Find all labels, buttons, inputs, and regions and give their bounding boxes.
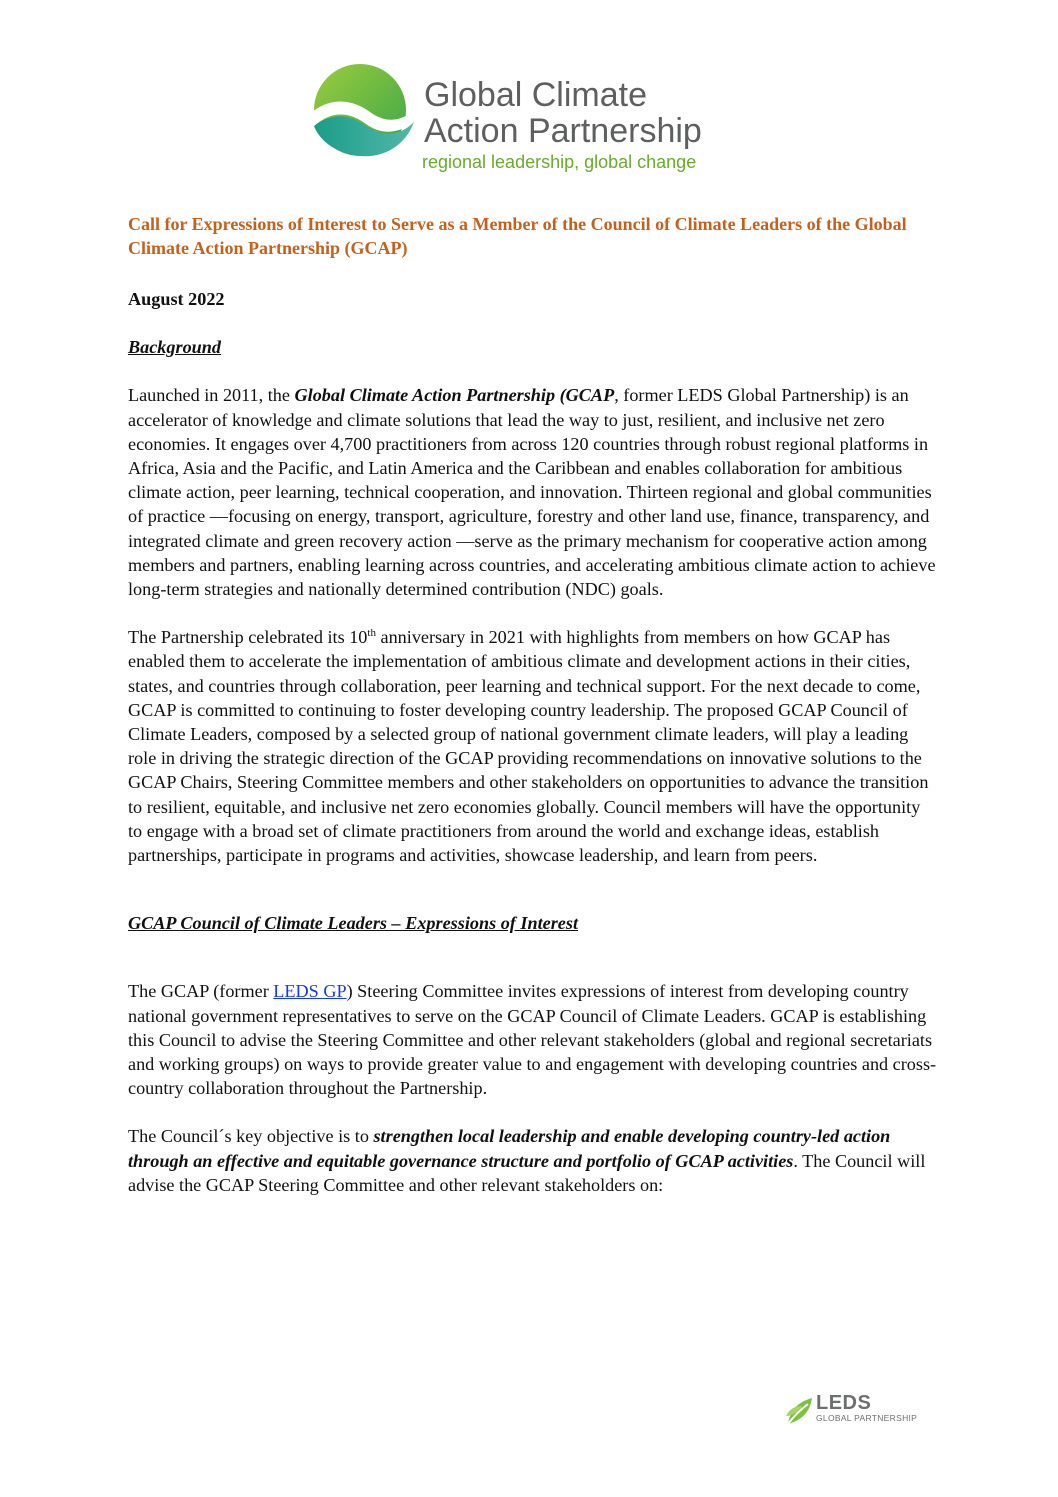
council-heading: GCAP Council of Climate Leaders – Expressions of Interest xyxy=(128,913,578,934)
background-paragraph-2 xyxy=(128,625,938,867)
text-run: , former LEDS Global Partnership) is an accelerator of knowledge and climate solutions that lead the way to just, resilient, and inclusive net zero economies. It engages over 4,700 practitioners from across 120 countries through robust regional platforms in Africa, Asia and the Pacific, and Latin America and the Caribbean and enables collaboration for ambitious climate action, peer learning, technical cooperation, and innovation. Thirteen regional and global communities of practice —focusing on energy, transport, agriculture, forestry and other land use, finance, transparency, and integrated climate and green recovery action —serve as the primary mechanism for cooperative action among members and partners, enabling learning across countries, and accelerating ambitious climate action to achieve long-term strategies and nationally determined contribution (NDC) goals. xyxy=(128,385,936,600)
leds-gp-link[interactable]: LEDS GP xyxy=(273,981,347,1002)
text-run: ) Steering Committee invites expressions of interest from developing country national government representatives to serve on the GCAP Council of Climate Leaders. GCAP is establishing this Council to advise the Steering Committee and other relevant stakeholders (global and regional secretariats and working groups) on ways to provide greater value to and engagement with developing countries and cross-country collaboration throughout the Partnership. xyxy=(128,981,937,1099)
text-run: anniversary in 2021 with highlights from members on how GCAP has enabled them to accelerate the implementation of ambitious climate and development actions in their cities, states, and countries through collaboration, peer learning and technical support. For the next decade to come, GCAP is committed to continuing to foster developing country leadership. The proposed GCAP Council of Climate Leaders, composed by a selected group of national government climate leaders, will play a leading role in driving the strategic direction of the GCAP providing recommendations on innovative solutions to the GCAP Chairs, Steering Committee members and other stakeholders on opportunities to advance the transition to resilient, equitable, and inclusive net zero economies globally. Council members will have the opportunity to engage with a broad set of climate practitioners from around the world and exchange ideas, establish partnerships, participate in programs and activities, showcase leadership, and learn from peers. xyxy=(128,627,929,866)
text-run: The Partnership celebrated its 10 xyxy=(128,627,368,648)
document-title: Call for Expressions of Interest to Serve as a Member of the Council of Climate Leaders of the Global Climate Action Partnership (GCAP) xyxy=(128,214,907,258)
leaf-icon xyxy=(786,1394,814,1428)
council-paragraph-1 xyxy=(128,979,938,1100)
document-body xyxy=(128,212,938,1221)
logo-tagline: regional leadership, global change xyxy=(422,152,697,172)
objective-emphasis: strengthen local leadership and enable developing country-led action through an effective and equitable governance structure and portfolio of GCAP activities xyxy=(128,1126,891,1171)
text-run: The Council´s key objective is to xyxy=(128,1126,374,1147)
text-run: The GCAP (former xyxy=(128,981,274,1002)
background-paragraph-1 xyxy=(128,383,938,601)
leds-wordmark: LEDS xyxy=(816,1392,872,1414)
gcap-name-emphasis: Global Climate Action Partnership (GCAP xyxy=(294,385,615,406)
council-paragraph-2 xyxy=(128,1124,938,1197)
leds-footer-logo xyxy=(786,1392,926,1428)
text-run: . The Council will advise the GCAP Steering Committee and other relevant stakeholders on: xyxy=(128,1150,926,1195)
document-date: August 2022 xyxy=(128,289,225,309)
logo-line-2: Action Partnership xyxy=(424,112,702,150)
background-heading: Background xyxy=(128,337,221,358)
text-run: Launched in 2011, the xyxy=(128,385,295,406)
leds-subtitle: GLOBAL PARTNERSHIP xyxy=(816,1413,918,1423)
logo-line-1: Global Climate xyxy=(424,76,647,114)
superscript: th xyxy=(367,627,376,640)
gcap-logo xyxy=(308,60,778,180)
gcap-globe-icon xyxy=(308,60,420,160)
